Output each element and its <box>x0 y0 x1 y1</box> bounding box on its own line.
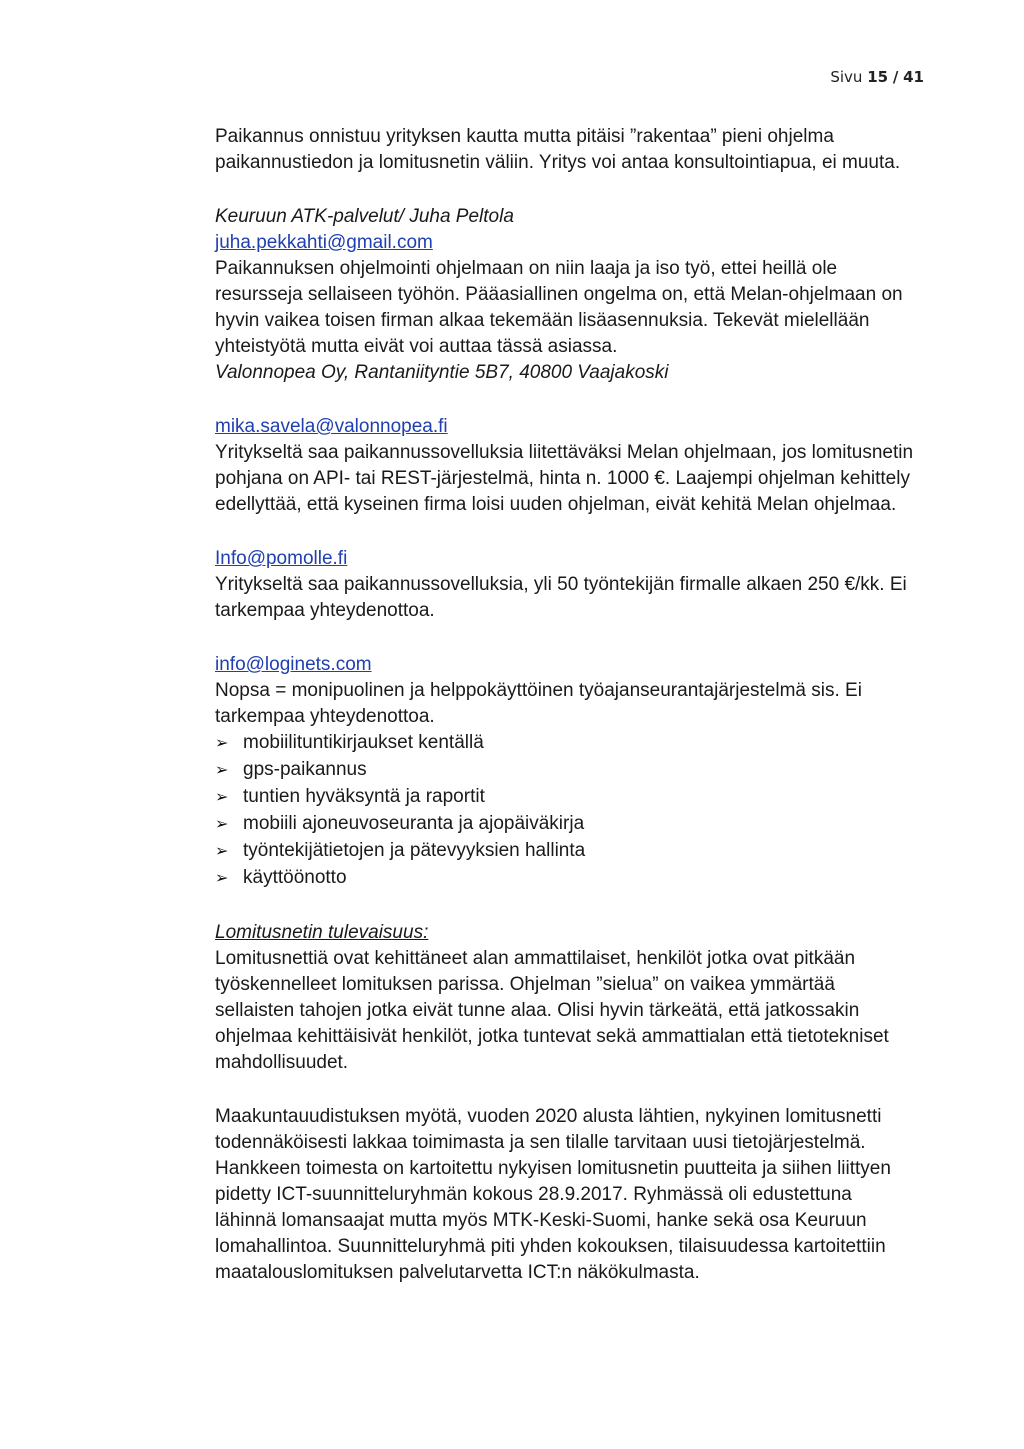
paragraph-pomolle: Yritykseltä saa paikannussovelluksia, yli 50 työntekijän firmalle alkaen 250 €/kk. Ei tarkempaa yhteydenottoa. <box>215 574 907 621</box>
list-item-text: mobiilituntikirjaukset kentällä <box>243 732 484 753</box>
list-item-text: mobiili ajoneuvoseuranta ja ajopäiväkirja <box>243 813 585 834</box>
page-separator: / <box>892 68 899 86</box>
page-total: 41 <box>903 68 924 86</box>
list-item <box>215 784 915 811</box>
list-item-text: tuntien hyväksyntä ja raportit <box>243 786 485 807</box>
list-item <box>215 865 915 892</box>
list-item <box>215 757 915 784</box>
arrow-bullet-icon: ➢ <box>215 762 229 779</box>
arrow-bullet-icon: ➢ <box>215 816 229 833</box>
company-keuruun-atk: Keuruun ATK-palvelut/ Juha Peltola <box>215 206 514 227</box>
paragraph-reform: Maakuntauudistuksen myötä, vuoden 2020 alusta lähtien, nykyinen lomitusnetti todennäköisesti lakkaa toimimasta ja sen tilalle tarvitaan uusi tietojärjestelmä. Hankkeen toimesta on kartoitettu nykyisen lomitusnetin puutteita ja siihen liittyen pidetty ICT-suunnitteluryhmän kokous 28.9.2017. Ryhmässä oli edustettuna lähinnä lomansaajat mutta myös MTK-Keski-Suomi, hanke sekä osa Keuruun lomahallintoa. Suunnitteluryhmä piti yhden kokouksen, tilaisuudessa kartoitettiin maatalouslomituksen palvelutarvetta ICT:n näkökulmasta. <box>215 1106 891 1283</box>
list-item <box>215 811 915 838</box>
paragraph-keuruun-atk: Paikannuksen ohjelmointi ohjelmaan on niin laaja ja iso työ, ettei heillä ole resursseja sellaiseen työhön. Pääasiallinen ongelma on, että Melan-ohjelmaan on hyvin vaikea toisen firman alkaa tekemään lisäasennuksia. Tekevät mielellään yhteistyötä mutta eivät voi auttaa tässä asiassa. <box>215 258 903 357</box>
arrow-bullet-icon: ➢ <box>215 843 229 860</box>
list-item-text: työntekijätietojen ja pätevyyksien hallinta <box>243 840 586 861</box>
page-number <box>830 68 924 86</box>
email-link-pomolle[interactable]: Info@pomolle.fi <box>215 548 348 569</box>
page-current: 15 <box>867 68 889 86</box>
email-link-juha[interactable]: juha.pekkahti@gmail.com <box>215 232 433 253</box>
list-item-text: gps-paikannus <box>243 759 367 780</box>
email-link-mika[interactable]: mika.savela@valonnopea.fi <box>215 416 448 437</box>
page-label: Sivu <box>830 68 863 86</box>
email-link-loginets[interactable]: info@loginets.com <box>215 654 372 675</box>
paragraph-positioning: Paikannus onnistuu yrityksen kautta mutta pitäisi ”rakentaa” pieni ohjelma paikannustiedon ja lomitusnetin väliin. Yritys voi antaa konsultointiapua, ei muuta. <box>215 126 901 173</box>
list-item-text: käyttöönotto <box>243 867 347 888</box>
paragraph-valonnopea: Yritykseltä saa paikannussovelluksia liitettäväksi Melan ohjelmaan, jos lomitusnetin pohjana on API- tai REST-järjestelmä, hinta n. 1000 €. Laajempi ohjelman kehittely edellyttää, että kyseinen firma loisi uuden ohjelman, eivät kehitä Melan ohjelmaa. <box>215 442 914 515</box>
paragraph-nopsa: Nopsa = monipuolinen ja helppokäyttöinen työajanseurantajärjestelmä sis. Ei tarkempaa yhteydenottoa. <box>215 680 862 727</box>
list-item <box>215 838 915 865</box>
feature-list <box>215 730 915 892</box>
arrow-bullet-icon: ➢ <box>215 735 229 752</box>
company-valonnopea: Valonnopea Oy, Rantaniityntie 5B7, 40800 Vaajakoski <box>215 362 669 383</box>
list-item <box>215 730 915 757</box>
section-heading-future: Lomitusnetin tulevaisuus: <box>215 922 429 943</box>
arrow-bullet-icon: ➢ <box>215 789 229 806</box>
paragraph-future: Lomitusnettiä ovat kehittäneet alan ammattilaiset, henkilöt jotka ovat pitkään työskennelleet lomituksen parissa. Ohjelman ”sielua” on vaikea ymmärtää sellaisten tahojen jotka eivät tunne alaa. Olisi hyvin tärkeätä, että jatkossakin ohjelmaa kehittäisivät henkilöt, jotka tuntevat sekä ammattialan että tietotekniset mahdollisuudet. <box>215 948 889 1073</box>
document-body <box>215 124 915 1286</box>
arrow-bullet-icon: ➢ <box>215 870 229 887</box>
